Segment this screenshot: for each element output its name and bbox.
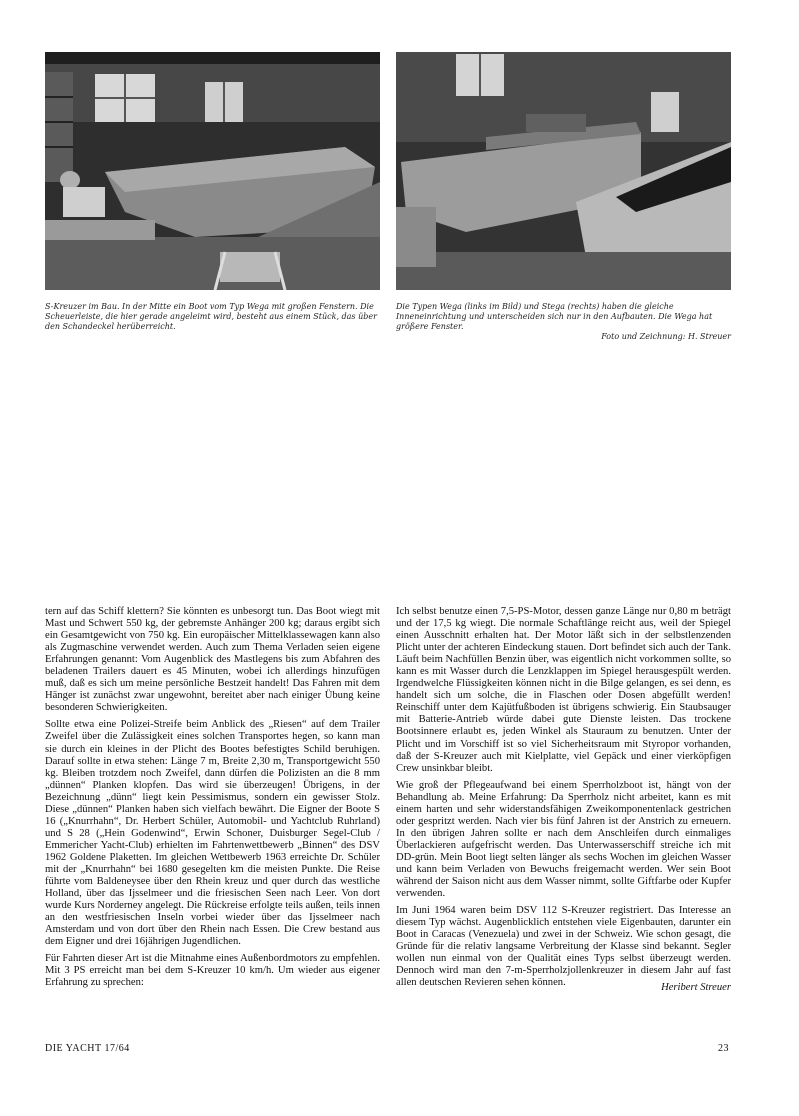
photo-caption-left: [45, 302, 380, 332]
photo-boats-under-construction: [45, 52, 380, 290]
workshop-photo-right: [396, 52, 731, 290]
footer-magazine-issue: DIE YACHT 17/64: [45, 1043, 130, 1054]
article-column-left: [45, 606, 380, 994]
paragraph: Wie groß der Pflegeaufwand bei einem Sperrholzboot ist, hängt von der Behandlung ab. Meine Erfahrung: Da Sperrholz nicht arbeitet, kann es mit einem harten und sehr widerstandsfähigen Zweikomponentenlack gestrichen oder gespritzt werden. Nach vier bis fünf Jahren ist der Anstrich zu erneuern. In den übrigen Jahren sollte er nach dem Anschleifen durch einmaliges Überlackieren aufgefrischt werden. Das Unterwasserschiff streiche ich mit DD-grün. Mein Boot liegt selten länger als sechs Wochen im gleichen Wasser und kann beim Verladen von Bewuchs freigemacht werden. Wer sein Boot während der Saison nicht aus dem Wasser nimmt, sollte Giftfarbe oder Kupfer verwenden.: [396, 779, 731, 900]
workshop-photo-left: [45, 52, 380, 290]
footer-page-number: 23: [718, 1043, 729, 1054]
paragraph: Im Juni 1964 waren beim DSV 112 S-Kreuzer registriert. Das Interesse an diesem Typ wächst. Augenblicklich entstehen viele Eigenbauten, darunter ein Boot in Caracas (Venezuela) und zwei in der Schweiz. Wie schon gesagt, die Gründe für die relativ langsame Verbreitung der Klasse sind bekannt. Segler wollen nun einmal von der Qualität eines Typs selbst überzeugt werden. Dennoch wird man den 7-m-Sperrholzjollenkreuzer in diesem Jahr auf fast allen deutschen Revieren sehen können.: [396, 905, 731, 989]
paragraph: tern auf das Schiff klettern? Sie könnten es unbesorgt tun. Das Boot wiegt mit Mast und Schwert 550 kg, der gebremste Anhänger 200 kg; daraus ergibt sich ein Gesamtgewicht von 750 kg. Ein europäischer Mittelklassewagen kann also als Zugmaschine verwendet werden. Auch zum Thema Verladen seien eigene Erfahrungen genannt: Vom Augenblick des Mastlegens bis zum Abfahren des beladenen Trailers dauert es 45 Minuten, wobei ich allerdings hinzufügen muß, daß es sich um meine persönliche Bestzeit handelt! Das Fahren mit dem Hänger ist zunächst zwar ungewohnt, bereitet aber nach einiger Übung keine besonderen Schwierigkeiten.: [45, 606, 380, 714]
photo-caption-right: [396, 302, 731, 342]
paragraph: Sollte etwa eine Polizei-Streife beim Anblick des „Riesen“ auf dem Trailer Zweifel über die Zulässigkeit eines solchen Transportes hegen, so kann man sie durch ein kleines in der Plicht des Bootes befestigtes Schild beruhigen. Darauf sollte in etwa stehen: Länge 7 m, Breite 2,30 m, Transportgewicht 550 kg. Bleiben trotzdem noch Zweifel, dann dürfen die Polizisten an die 8 mm „dünnen“ Planken klopfen. Das wird sie überzeugen! Übrigens, in der Bezeichnung „dünn“ liegt kein Pessimismus, sondern ein gewisser Stolz. Diese „dünnen“ Planken haben sich vielfach bewährt. Die Eigner der Boote S 16 („Knurrhahn“, Dr. Herbert Schüler, Automobil- und Yachtclub Ruhrland) und S 28 („Hein Godenwind“, Erwin Schoner, Duisburger Segel-Club / Emmericher Yacht-Club) erhielten im Fahrtenwettbewerb „Binnen“ des DSV 1962 Goldene Plaketten. Im gleichen Wettbewerb 1963 erreichte Dr. Schüler mit der „Knurrhahn“ bei 1680 gesegelten km die meisten Punkte. Die Reise führte vom Baldeneysee über den Rhein kreuz und quer durch das westliche Holland, über das Ijsselmeer und die friesischen Seen nach Leer. Von dort wurde Kurs Norderney angelegt. Die Rückreise erfolgte teils außen, teils innen an den westfriesischen Inseln vorbei wieder über das Ijsselmeer nach Amsterdam und von dort über den Rhein nach Essen. Die Crew bestand aus dem Eigner und drei 16jährigen Jugendlichen.: [45, 719, 380, 948]
photo-wega-stega-boats: [396, 52, 731, 290]
article-column-right: [396, 606, 731, 1000]
paragraph: Ich selbst benutze einen 7,5-PS-Motor, dessen ganze Länge nur 0,80 m beträgt und der 17,5 kg wiegt. Die normale Schaftlänge reicht aus, weil der Spiegel einen Ausschnitt erhalten hat. Der Motor läßt sich in der selbstlenzenden Plicht unter der achteren Eindeckung stauen. Dort befindet sich auch der Tank. Läuft beim Nachfüllen Benzin über, was eigentlich nicht vorkommen sollte, so kann es mit Wasser durch die Lenzklappen im Spiegel herausgespült werden. Irgendwelche Flüssigkeiten können nicht in die Bilge gelangen, es sei denn, es handelt sich um solche, die in Flaschen oder Dosen abgefüllt werden! Reinschiff unter dem Kajütfußboden ist übrigens schwierig. Ein Staubsauger mit Batterie-Antrieb würde dabei gute Dienste leisten. Das trockene Bootsinnere erlaubt es, jeden Winkel als Stauraum zu benutzen. Unter der Plicht und im Vorschiff ist so viel Sicherheitsraum mit Styropor vorhanden, daß der S-Kreuzer auch mit Kielplatte, viel Gepäck und einer vierköpfigen Crew unsinkbar bleibt.: [396, 606, 731, 774]
author-signature: Heribert Streuer: [661, 982, 731, 994]
photo-credit: Foto und Zeichnung: H. Streuer: [601, 332, 731, 341]
caption-right-text: Die Typen Wega (links im Bild) und Stega (rechts) haben die gleiche Inneneinrichtung und unterscheiden sich nur in den Aufbauten. Die Wega hat größere Fenster.: [396, 302, 713, 331]
caption-left-text: S-Kreuzer im Bau. In der Mitte ein Boot vom Typ Wega mit großen Fenstern. Die Scheuerleiste, die hier gerade angeleimt wird, besteht aus einem Stück, das über den Schandeckel herüberreicht.: [45, 302, 377, 331]
paragraph: Für Fahrten dieser Art ist die Mitnahme eines Außenbordmotors zu empfehlen. Mit 3 PS erreicht man bei dem S-Kreuzer 10 km/h. Um wieder aus eigener Erfahrung zu sprechen:: [45, 953, 380, 989]
